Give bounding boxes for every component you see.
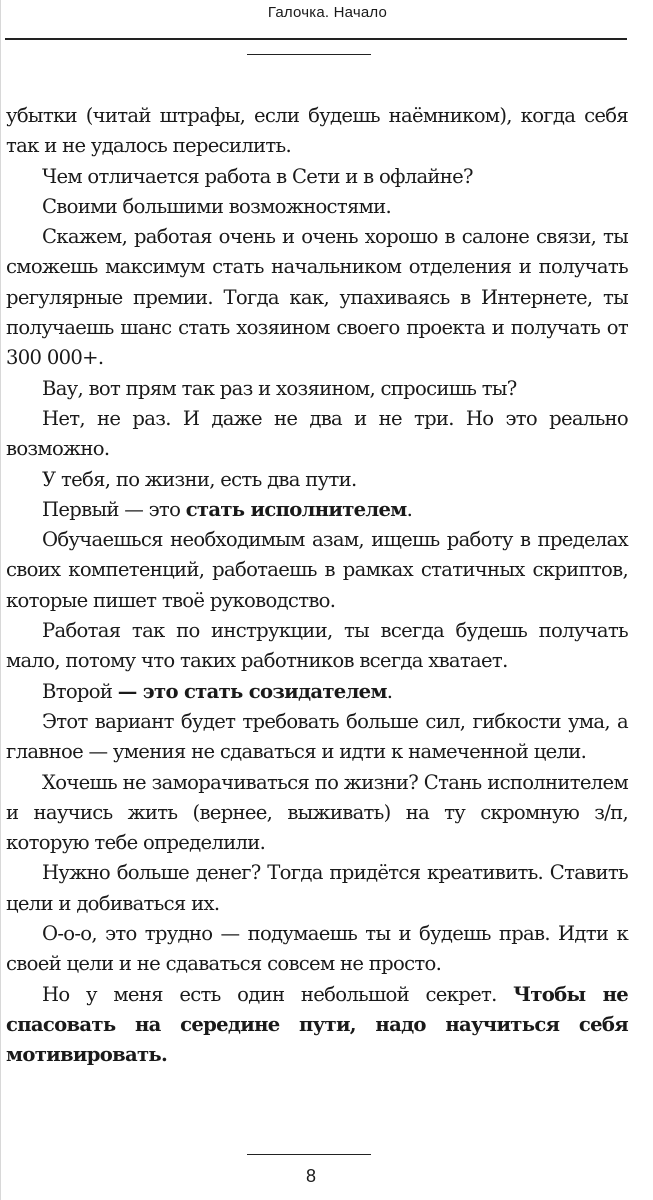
paragraph: Вау, вот прям так раз и хозяином, спросишь ты?: [42, 376, 517, 400]
paragraph-text: .: [406, 497, 413, 521]
paragraph: Работая так по инструкции, ты всегда будешь получать мало, потому что таких работников всегда хватает.: [6, 619, 628, 673]
paragraph: Нет, не раз. И даже не два и не три. Но это реально возможно.: [6, 406, 628, 461]
paragraph: Хочешь не заморачиваться по жизни? Стань исполнителем и научись жить (вернее, выживать) на ту скромную з/п, которую тебе определили.: [6, 770, 628, 855]
paragraph: Нужно больше денег? Тогда придётся креативить. Ставить цели и добиваться их.: [6, 861, 628, 915]
paragraph: [6, 980, 628, 1071]
paragraph: Чем отличается работа в Сети и в офлайне?: [42, 164, 473, 188]
paragraph: О-о-о, это трудно — подумаешь ты и будешь прав. Идти к своей цели и не сдаваться совсем не просто.: [6, 922, 628, 976]
paragraph: Своими большими возможностями.: [42, 194, 392, 218]
paragraph: Этот вариант будет требовать больше сил, гибкости ума, а главное — умения не сдаваться и идти к намеченной цели.: [6, 709, 628, 764]
paragraph: У тебя, по жизни, есть два пути.: [42, 467, 357, 491]
paragraph-text: .: [386, 679, 393, 703]
bold-phrase: Чтобы не спасовать на середине пути, надо научиться себя мотивировать.: [6, 982, 628, 1067]
running-head: Галочка. Начало: [267, 4, 388, 21]
paragraph: Скажем, работая очень и очень хорошо в салоне связи, ты сможешь максимум стать начальником отделения и получать регулярные премии. Тогда как, упахиваясь в Интернете, ты получаешь шанс стать хозяином своего проекта и получать от 300 000+.: [6, 225, 628, 370]
footer-short-rule: [247, 1154, 371, 1155]
paragraph-text: Второй: [42, 679, 118, 703]
bold-phrase: стать исполнителем: [185, 497, 407, 521]
page-number: 8: [305, 1166, 316, 1186]
paragraph-text: Первый — это: [42, 497, 186, 521]
paragraph: [6, 495, 628, 525]
paragraph: убытки (читай штрафы, если будешь наёмником), когда себя так и не удалось пересилить.: [6, 104, 628, 158]
header-short-rule: [247, 54, 371, 55]
paragraph-text: Но у меня есть один небольшой секрет.: [42, 982, 514, 1006]
header-rule: [5, 38, 627, 40]
paragraph: [6, 677, 628, 707]
bold-phrase: — это стать созидателем: [117, 679, 387, 703]
body-text: [6, 101, 628, 1071]
paragraph: Обучаешься необходимым азам, ищешь работу в пределах своих компетенций, работаешь в рамках статичных скриптов, которые пишет твоё руководство.: [6, 528, 628, 612]
